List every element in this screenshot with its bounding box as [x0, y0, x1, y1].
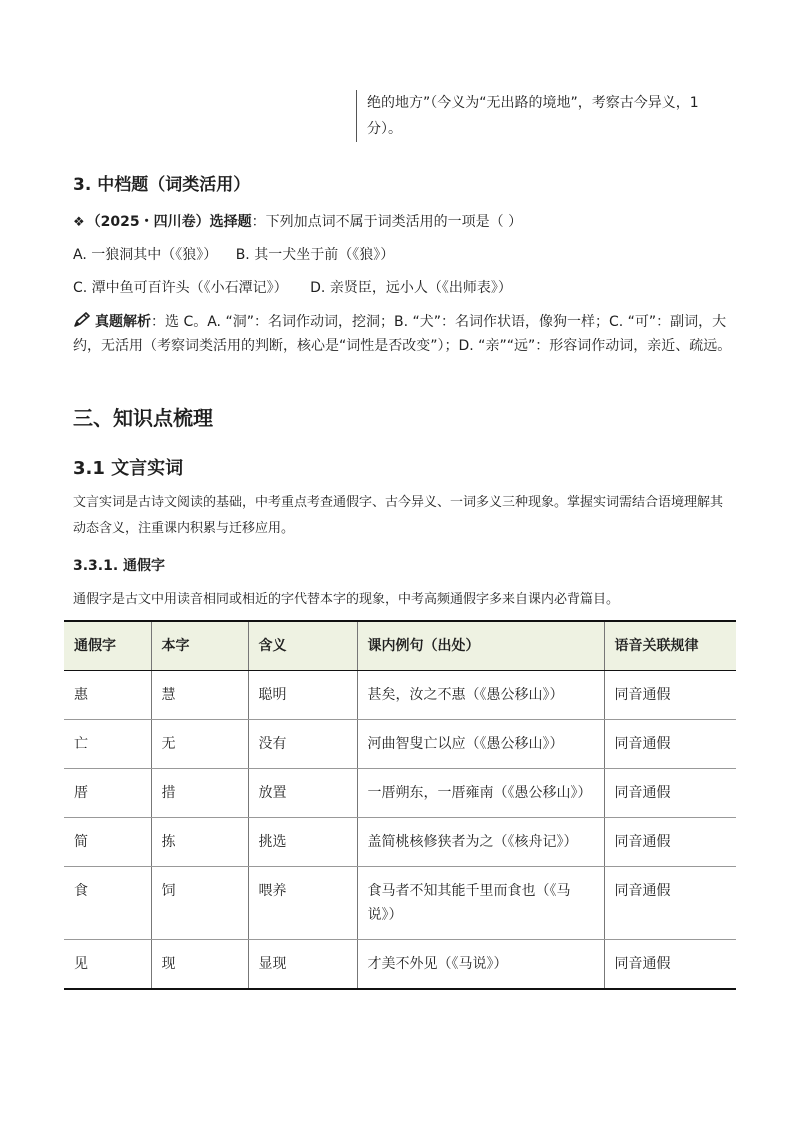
table-row — [64, 720, 736, 769]
header-cell: 语音关联规律 — [604, 621, 736, 671]
table-cell: 亡 — [64, 720, 151, 769]
header-cell: 课内例句（出处） — [357, 621, 604, 671]
table-cell: 放置 — [248, 769, 357, 818]
table-continuation-cell — [356, 90, 739, 142]
table-cell: 甚矣，汝之不惠（《愚公移山》） — [357, 671, 604, 720]
analysis-text: ：选 C。A. “洞”：名词作动词，挖洞；B. “犬”：名词作状语，像狗一样；C. “可”：副词，大约，无活用（考察词类活用的判断，核心是“词性是否改变”）；D. “亲”“远”：形容词作动词，亲近、疏远。 — [73, 314, 732, 354]
option-d: D. 亲贤臣，远小人（《出师表》） — [310, 280, 512, 296]
table-cell: 显现 — [248, 940, 357, 990]
table-row — [64, 671, 736, 720]
table-row — [64, 769, 736, 818]
question-label: （2025・四川卷）选择题 — [86, 214, 252, 230]
table-cell: 同音通假 — [604, 867, 736, 940]
table-row — [64, 818, 736, 867]
table-header-row — [64, 621, 736, 671]
table-cell: 拣 — [151, 818, 248, 867]
table-cell: 无 — [151, 720, 248, 769]
table-cell: 一厝朔东，一厝雍南（《愚公移山》） — [357, 769, 604, 818]
table-cell: 同音通假 — [604, 720, 736, 769]
table-cell: 食 — [64, 867, 151, 940]
table-cell: 没有 — [248, 720, 357, 769]
table-cell: 现 — [151, 940, 248, 990]
table-cell: 慧 — [151, 671, 248, 720]
table-cell: 同音通假 — [604, 818, 736, 867]
table-cell: 挑选 — [248, 818, 357, 867]
analysis-paragraph — [73, 311, 735, 357]
table-cell: 才美不外见（《马说》） — [357, 940, 604, 990]
section-3-3-1-intro: 通假字是古文中用读音相同或相近的字代替本字的现象，中考高频通假字多来自课内必背篇目。 — [73, 592, 620, 607]
table-cell: 饲 — [151, 867, 248, 940]
option-c: C. 潭中鱼可百许头（《小石潭记》） — [73, 280, 288, 296]
continuation-line-2: 分）。 — [367, 121, 402, 137]
question-line — [73, 212, 522, 233]
section-3-heading: 3. 中档题（词类活用） — [73, 175, 251, 195]
table-cell: 食马者不知其能千里而食也（《马说》） — [357, 867, 604, 940]
table-row — [64, 867, 736, 940]
options-row-2 — [73, 278, 512, 298]
tongjiazi-table — [64, 620, 736, 990]
header-cell: 含义 — [248, 621, 357, 671]
table-row — [64, 940, 736, 990]
section-3-3-1-heading: 3.3.1. 通假字 — [73, 558, 166, 574]
table-cell: 见 — [64, 940, 151, 990]
table-cell: 简 — [64, 818, 151, 867]
section-3-1-intro: 文言实词是古诗文阅读的基础，中考重点考查通假字、古今异义、一词多义三种现象。掌握实词需结合语境理解其动态含义，注重课内积累与迁移应用。 — [73, 495, 724, 536]
table-cell: 同音通假 — [604, 940, 736, 990]
table-cell: 盖简桃核修狭者为之（《核舟记》） — [357, 818, 604, 867]
table-cell: 同音通假 — [604, 671, 736, 720]
diamond-bullet-icon: ❖ — [73, 215, 85, 230]
header-cell: 本字 — [151, 621, 248, 671]
table-cell: 惠 — [64, 671, 151, 720]
header-cell: 通假字 — [64, 621, 151, 671]
pencil-icon — [73, 312, 91, 335]
options-row-1 — [73, 245, 394, 265]
table-cell: 河曲智叟亡以应（《愚公移山》） — [357, 720, 604, 769]
table-cell: 聪明 — [248, 671, 357, 720]
table-cell: 厝 — [64, 769, 151, 818]
table-cell: 措 — [151, 769, 248, 818]
question-text: ：下列加点词不属于词类活用的一项是（ ） — [251, 214, 523, 230]
analysis-label: 真题解析 — [95, 314, 151, 330]
option-b: B. 其一犬坐于前（《狼》） — [235, 247, 395, 263]
table-cell: 同音通假 — [604, 769, 736, 818]
table-cell: 喂养 — [248, 867, 357, 940]
chapter-heading: 三、知识点梳理 — [73, 406, 213, 430]
continuation-line-1: 绝的地方”（今义为“无出路的境地”，考察古今异义，1 — [367, 95, 699, 111]
section-3-1-heading: 3.1 文言实词 — [73, 458, 184, 479]
option-a: A. 一狼洞其中（《狼》） — [73, 247, 218, 263]
